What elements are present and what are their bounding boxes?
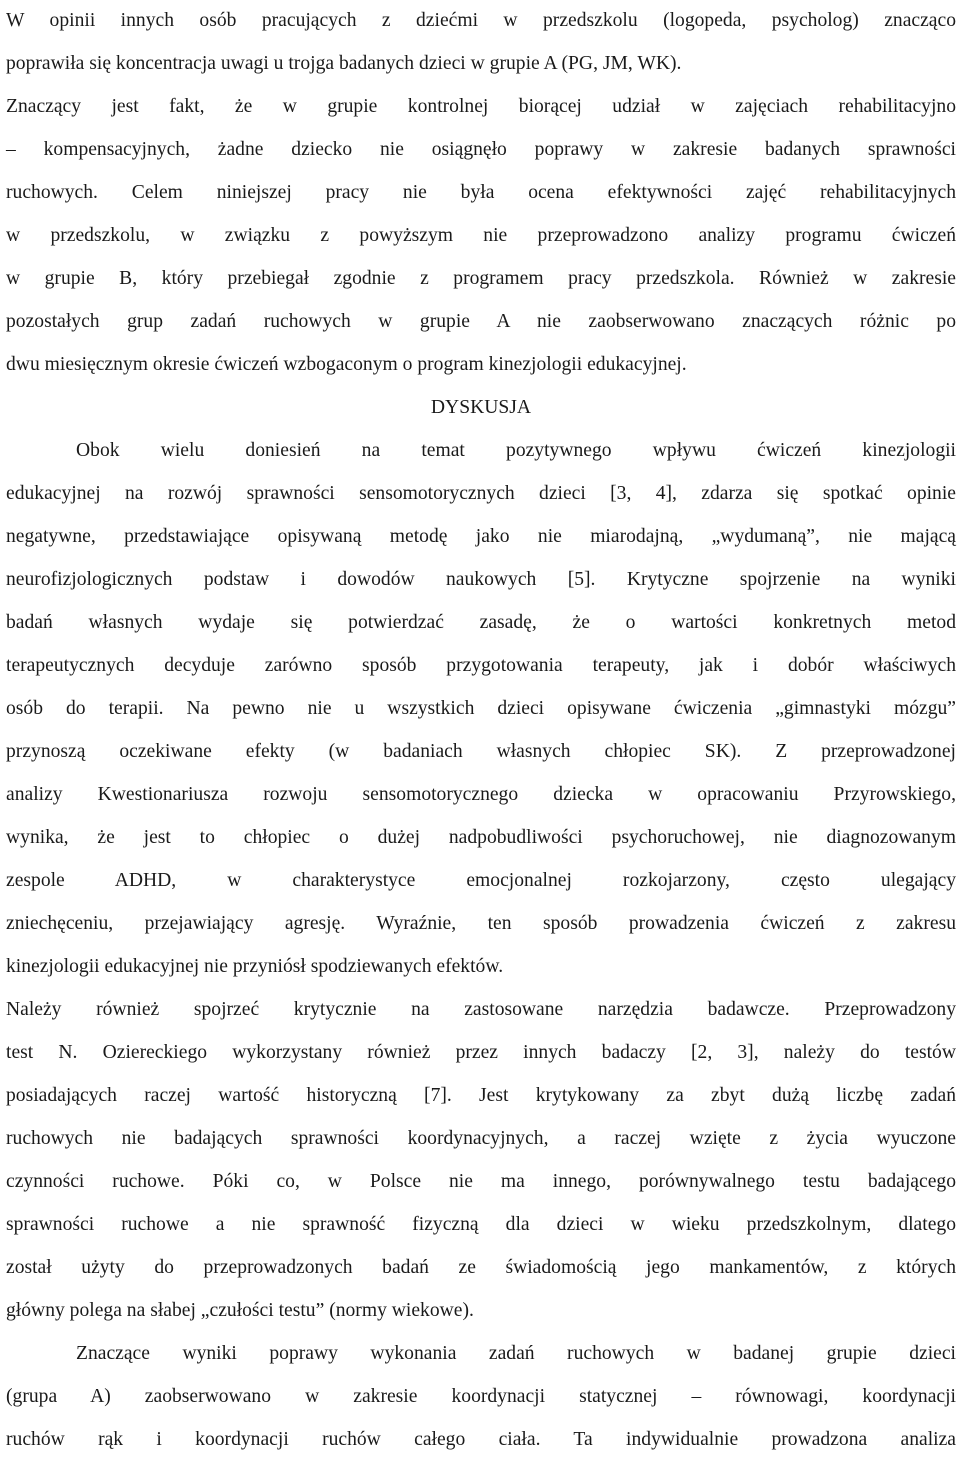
text-line: w przedszkolu, w związku z powyższym nie przeprowadzono analizy programu ćwiczeń (6, 225, 956, 246)
text-line: analizy Kwestionariusza rozwoju sensomotorycznego dziecka w opracowaniu Przyrowskiego, (6, 784, 956, 805)
text-line: ruchowych nie badających sprawności koordynacyjnych, a raczej wzięte z życia wyuczone (6, 1128, 956, 1149)
text-line: dwu miesięcznym okresie ćwiczeń wzbogaconym o program kinezjologii edukacyjnej. (6, 354, 687, 375)
text-line: pozostałych grup zadań ruchowych w grupie A nie zaobserwowano znaczących różnic po (6, 311, 956, 332)
text-line: (grupa A) zaobserwowano w zakresie koordynacji statycznej – równowagi, koordynacji (6, 1386, 956, 1407)
text-line: kinezjologii edukacyjnej nie przyniósł spodziewanych efektów. (6, 956, 504, 977)
text-line: Obok wielu doniesień na temat pozytywnego wpływu ćwiczeń kinezjologii (76, 440, 956, 461)
text-line: – kompensacyjnych, żadne dziecko nie osiągnęło poprawy w zakresie badanych sprawności (6, 139, 956, 160)
text-line: terapeutycznych decyduje zarówno sposób przygotowania terapeuty, jak i dobór właściwych (6, 655, 956, 676)
text-line: zespole ADHD, w charakterystyce emocjonalnej rozkojarzony, często ulegający (6, 870, 956, 891)
text-line: posiadających raczej wartość historyczną [7]. Jest krytykowany za zbyt dużą liczbę zadań (6, 1085, 956, 1106)
text-line: badań własnych wydaje się potwierdzać zasadę, że o wartości konkretnych metod (6, 612, 956, 633)
text-line: został użyty do przeprowadzonych badań ze świadomością jego mankamentów, z których (6, 1257, 956, 1278)
text-line: W opinii innych osób pracujących z dziećmi w przedszkolu (logopeda, psycholog) znacząco (6, 10, 956, 31)
section-heading: DYSKUSJA (430, 397, 532, 418)
text-line: negatywne, przedstawiające opisywaną metodę jako nie miarodajną, „wydumaną”, nie mającą (6, 526, 956, 547)
text-line: poprawiła się koncentracja uwagi u trojga badanych dzieci w grupie A (PG, JM, WK). (6, 53, 682, 74)
text-line: osób do terapii. Na pewno nie u wszystkich dzieci opisywane ćwiczenia „gimnastyki mózgu” (6, 698, 956, 719)
text-line: ruchów rąk i koordynacji ruchów całego ciała. Ta indywidualnie prowadzona analiza (6, 1429, 956, 1450)
text-line: zniechęceniu, przejawiający agresję. Wyraźnie, ten sposób prowadzenia ćwiczeń z zakresu (6, 913, 956, 934)
text-line: Znaczący jest fakt, że w grupie kontrolnej biorącej udział w zajęciach rehabilitacyjno (6, 96, 956, 117)
text-line: sprawności ruchowe a nie sprawność fizyczną dla dzieci w wieku przedszkolnym, dlatego (6, 1214, 956, 1235)
text-line: neurofizjologicznych podstaw i dowodów naukowych [5]. Krytyczne spojrzenie na wyniki (6, 569, 956, 590)
text-line: czynności ruchowe. Póki co, w Polsce nie ma innego, porównywalnego testu badającego (6, 1171, 956, 1192)
text-line: wynika, że jest to chłopiec o dużej nadpobudliwości psychoruchowej, nie diagnozowanym (6, 827, 956, 848)
text-line: Należy również spojrzeć krytycznie na zastosowane narzędzia badawcze. Przeprowadzony (6, 999, 956, 1020)
text-line: edukacyjnej na rozwój sprawności sensomotorycznych dzieci [3, 4], zdarza się spotkać opinie (6, 483, 956, 504)
text-line: główny polega na słabej „czułości testu” (normy wiekowe). (6, 1300, 474, 1321)
text-line: Znaczące wyniki poprawy wykonania zadań ruchowych w badanej grupie dzieci (76, 1343, 956, 1364)
text-line: w grupie B, który przebiegał zgodnie z programem pracy przedszkola. Również w zakresie (6, 268, 956, 289)
text-line: przynoszą oczekiwane efekty (w badaniach własnych chłopiec SK). Z przeprowadzonej (6, 741, 956, 762)
text-line: ruchowych. Celem niniejszej pracy nie była ocena efektywności zajęć rehabilitacyjnych (6, 182, 956, 203)
text-line: test N. Oziereckiego wykorzystany również przez innych badaczy [2, 3], należy do testów (6, 1042, 956, 1063)
